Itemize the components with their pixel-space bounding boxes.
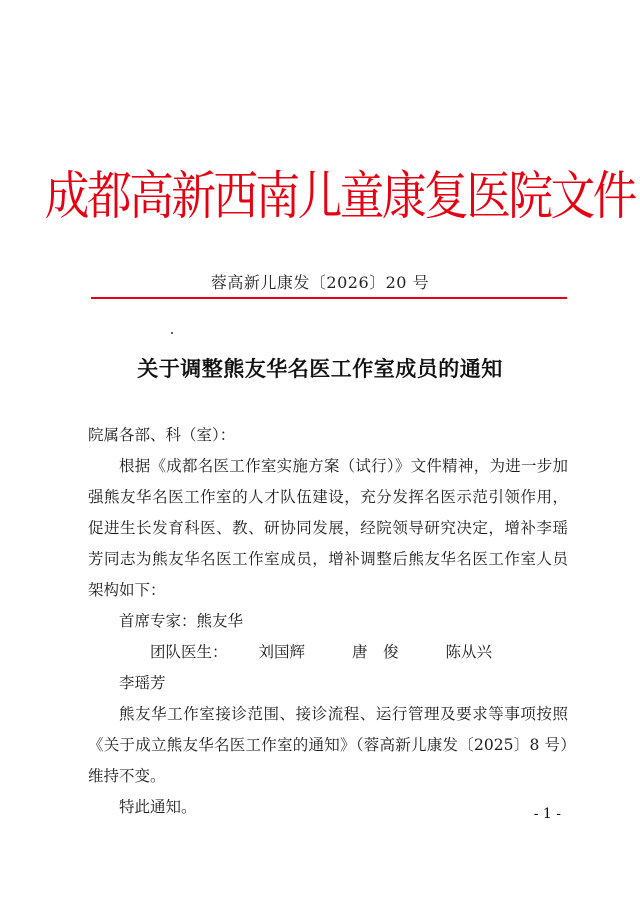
paragraph-intro: 根据《成都名医工作室实施方案（试行）》文件精神，为进一步加强熊友华名医工作室的人才队伍建设，充分发挥名医示范引领作用，促进生长发育科医、教、研协同发展，经院领导研究决定，增补李瑶芳同志为熊友华名医工作室成员，增补调整后熊友华名医工作室人员架构如下： xyxy=(88,457,568,599)
team-member: 陈从兴 xyxy=(445,643,493,661)
team-member: 唐 俊 xyxy=(352,643,399,661)
closing-line: 特此通知。 xyxy=(119,798,197,816)
chief-expert-line: 首席专家：熊友华 xyxy=(119,612,244,630)
team-member: 刘国辉 xyxy=(258,643,306,661)
page-number: - 1 - xyxy=(533,806,561,822)
team-doctors-line xyxy=(88,637,568,699)
document-number: 蓉高新儿康发〔2026〕20 号 xyxy=(210,273,430,292)
stray-dot xyxy=(171,332,173,334)
paragraph-scope: 熊友华工作室接诊范围、接诊流程、运行管理及要求等事项按照《关于成立熊友华名医工作室的通知》（蓉高新儿康发〔2025〕8 号）维持不变。 xyxy=(88,705,568,785)
document-body xyxy=(88,420,568,823)
salutation: 院属各部、科（室）： xyxy=(88,426,236,444)
notice-title: 关于调整熊友华名医工作室成员的通知 xyxy=(137,356,503,381)
team-label: 团队医生： xyxy=(150,643,228,661)
document-header-title: 成都高新西南儿童康复医院文件 xyxy=(44,167,635,227)
team-member: 李瑶芳 xyxy=(119,674,166,692)
red-separator-line xyxy=(91,297,567,299)
